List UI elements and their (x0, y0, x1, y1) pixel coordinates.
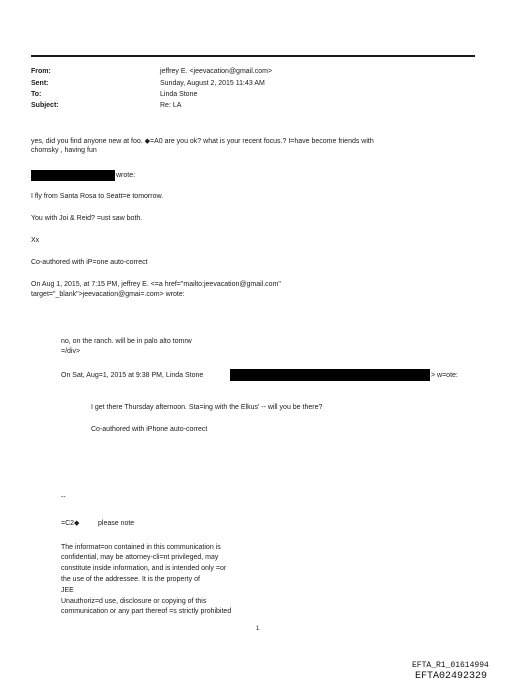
quote-header-line-1: On Aug 1, 2015, at 7:15 PM, jeffrey E. <=a href="mailto:jeevacation@gmail.com" (31, 281, 281, 288)
sent-value: Sunday, August 2, 2015 11:43 AM (160, 80, 265, 87)
from-value: jeffrey E. <jeevacation@gmail.com> (160, 68, 273, 75)
coauthored-line: Co-authored with iP=one auto-correct (31, 259, 148, 266)
joi-line: You with Joi & Reid? =ust saw both. (31, 215, 143, 222)
disclaimer-line: communication or any part thereof =s strictly prohibited (61, 608, 232, 615)
disclaimer-line: The informat=on contained in this communication is (61, 544, 221, 551)
bates-reference-1: EFTA_R1_01614994 (412, 661, 489, 670)
disclaimer-line: confidential, may be attorney-cli=nt privileged, may (61, 554, 219, 561)
wrote-label: wrote: (116, 172, 136, 179)
ranch-line: no, on the ranch. will be in palo alto tomrw (61, 338, 192, 345)
subject-value: Re: LA (160, 102, 182, 109)
disclaimer-line: JEE (61, 587, 74, 594)
wrote-label: > w=ote: (431, 372, 458, 379)
thursday-line: I get there Thursday afternoon. Sta=ing with the Elkus' -- will you be there? (91, 404, 323, 411)
xx-line: Xx (31, 237, 40, 244)
subject-label: Subject: (31, 102, 59, 109)
to-label: To: (31, 91, 42, 98)
message-line-2: chomsky , having fun (31, 147, 97, 154)
from-label: From: (31, 68, 51, 75)
sent-label: Sent: (31, 80, 49, 87)
fly-line: I fly from Santa Rosa to Seatt=e tomorrow. (31, 193, 164, 200)
disclaimer-line: the use of the addressee. It is the property of (61, 576, 200, 583)
page-number: 1 (256, 626, 260, 632)
header-rule (31, 55, 475, 57)
encoding-artifact: =C2◆ (61, 520, 80, 527)
signature-dashes: -- (61, 494, 66, 501)
redaction-bar (31, 170, 115, 181)
please-note-label: please note (98, 520, 135, 527)
message-line-1: yes, did you find anyone new at foo. ◆=A0 are you ok? what is your recent focus.? I=have become friends with (31, 138, 374, 145)
quote-header-line-2: target="_blank">jeevacation@gmai=.com> wrote: (31, 291, 185, 298)
disclaimer-line: Unauthoriz=d use, disclosure or copying of this (61, 598, 207, 605)
to-value: Linda Stone (160, 91, 198, 98)
disclaimer-line: constitute inside information, and is intended only =or (61, 565, 227, 572)
coauthored-line: Co-authored with iPhone auto-correct (91, 426, 208, 433)
quote-header-line-3: On Sat, Aug=1, 2015 at 9:38 PM, Linda Stone (61, 372, 204, 379)
redaction-bar (230, 369, 430, 381)
div-line: =/div> (61, 348, 81, 355)
bates-reference-2: EFTA02492329 (415, 671, 488, 682)
